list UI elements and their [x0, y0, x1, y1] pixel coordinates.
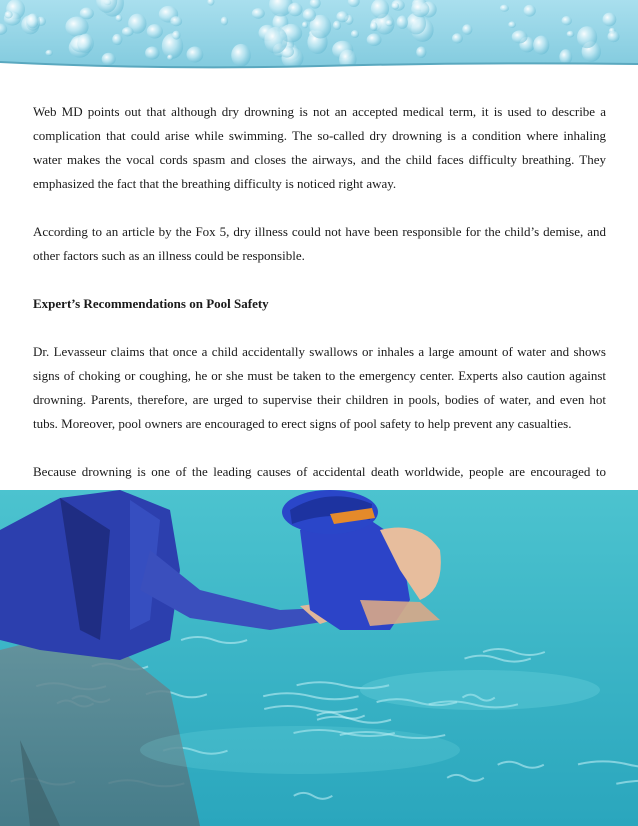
water-droplet [533, 36, 549, 55]
water-droplet [80, 7, 94, 19]
water-droplet [172, 31, 180, 40]
water-droplet [122, 27, 134, 36]
water-droplet [508, 21, 516, 28]
water-droplet [26, 14, 38, 29]
section-heading: Expert’s Recommendations on Pool Safety [33, 296, 269, 311]
water-droplet [167, 55, 173, 61]
water-droplet [77, 34, 94, 54]
water-droplet [221, 17, 228, 26]
water-droplet [500, 5, 509, 12]
water-droplets-graphic [0, 0, 638, 74]
water-droplet [112, 34, 122, 45]
water-droplet [288, 3, 303, 17]
water-droplet [452, 33, 463, 43]
water-droplets-banner [0, 0, 638, 74]
water-droplet [102, 53, 116, 66]
paragraph-dry-drowning: Web MD points out that although dry drowning is not an accepted medical term, it is used to describe a complication that could arise while swimming. The so-called dry drowning is a condition where inhaling water makes the vocal cords spasm and closes the airways, and the child faces difficulty breathing. They emphasized the fact that the breathing difficulty is noticed right away. [33, 104, 606, 191]
water-droplet [5, 11, 13, 19]
water-droplet [577, 26, 597, 48]
water-droplet [46, 50, 53, 56]
water-droplet [187, 47, 204, 63]
water-droplet [333, 21, 341, 30]
water-droplet [116, 15, 123, 22]
water-droplet [397, 16, 408, 29]
water-droplet [562, 16, 572, 25]
water-droplet [512, 30, 528, 43]
water-droplet [231, 44, 251, 67]
pool-photo-graphic [0, 490, 638, 826]
water-droplet [392, 3, 400, 10]
swimming-lesson-photo [0, 490, 638, 826]
water-droplet [302, 22, 308, 29]
water-droplet [416, 47, 426, 58]
water-droplet [603, 13, 617, 27]
article-body [33, 100, 606, 532]
water-droplet [462, 24, 472, 35]
water-droplet [336, 11, 348, 22]
water-droplet [303, 8, 316, 21]
water-droplet [264, 27, 287, 54]
water-droplet [351, 30, 359, 38]
paragraph-fox5: According to an article by the Fox 5, dry illness could not have been responsible for the child’s demise, and other factors such as an illness could be responsible. [33, 224, 606, 263]
paragraph-levasseur: Dr. Levasseur claims that once a child accidentally swallows or inhales a large amount of water and shows signs of choking or coughing, he or she must be taken to the emergency center. Experts also caution against drowning. Parents, therefore, are urged to supervise their children in pools, bodies of water, and even hot tubs. Moreover, pool owners are encouraged to erect signs of pool safety to help prevent any casualties. [33, 344, 606, 431]
water-droplet [367, 34, 382, 46]
water-droplet [411, 1, 429, 17]
water-droplet [252, 8, 265, 19]
water-droplet [559, 49, 572, 64]
water-droplet [608, 31, 620, 42]
water-droplet [147, 24, 163, 38]
water-droplet [370, 22, 378, 31]
water-droplet [567, 31, 575, 38]
water-droplet [170, 16, 182, 26]
water-droplet [145, 47, 159, 60]
water-droplet [386, 20, 394, 26]
water-droplet [524, 5, 536, 17]
paragraph-drowning-causes: Because drowning is one of the leading causes of accidental death worldwide, people are encouraged to [33, 464, 606, 479]
